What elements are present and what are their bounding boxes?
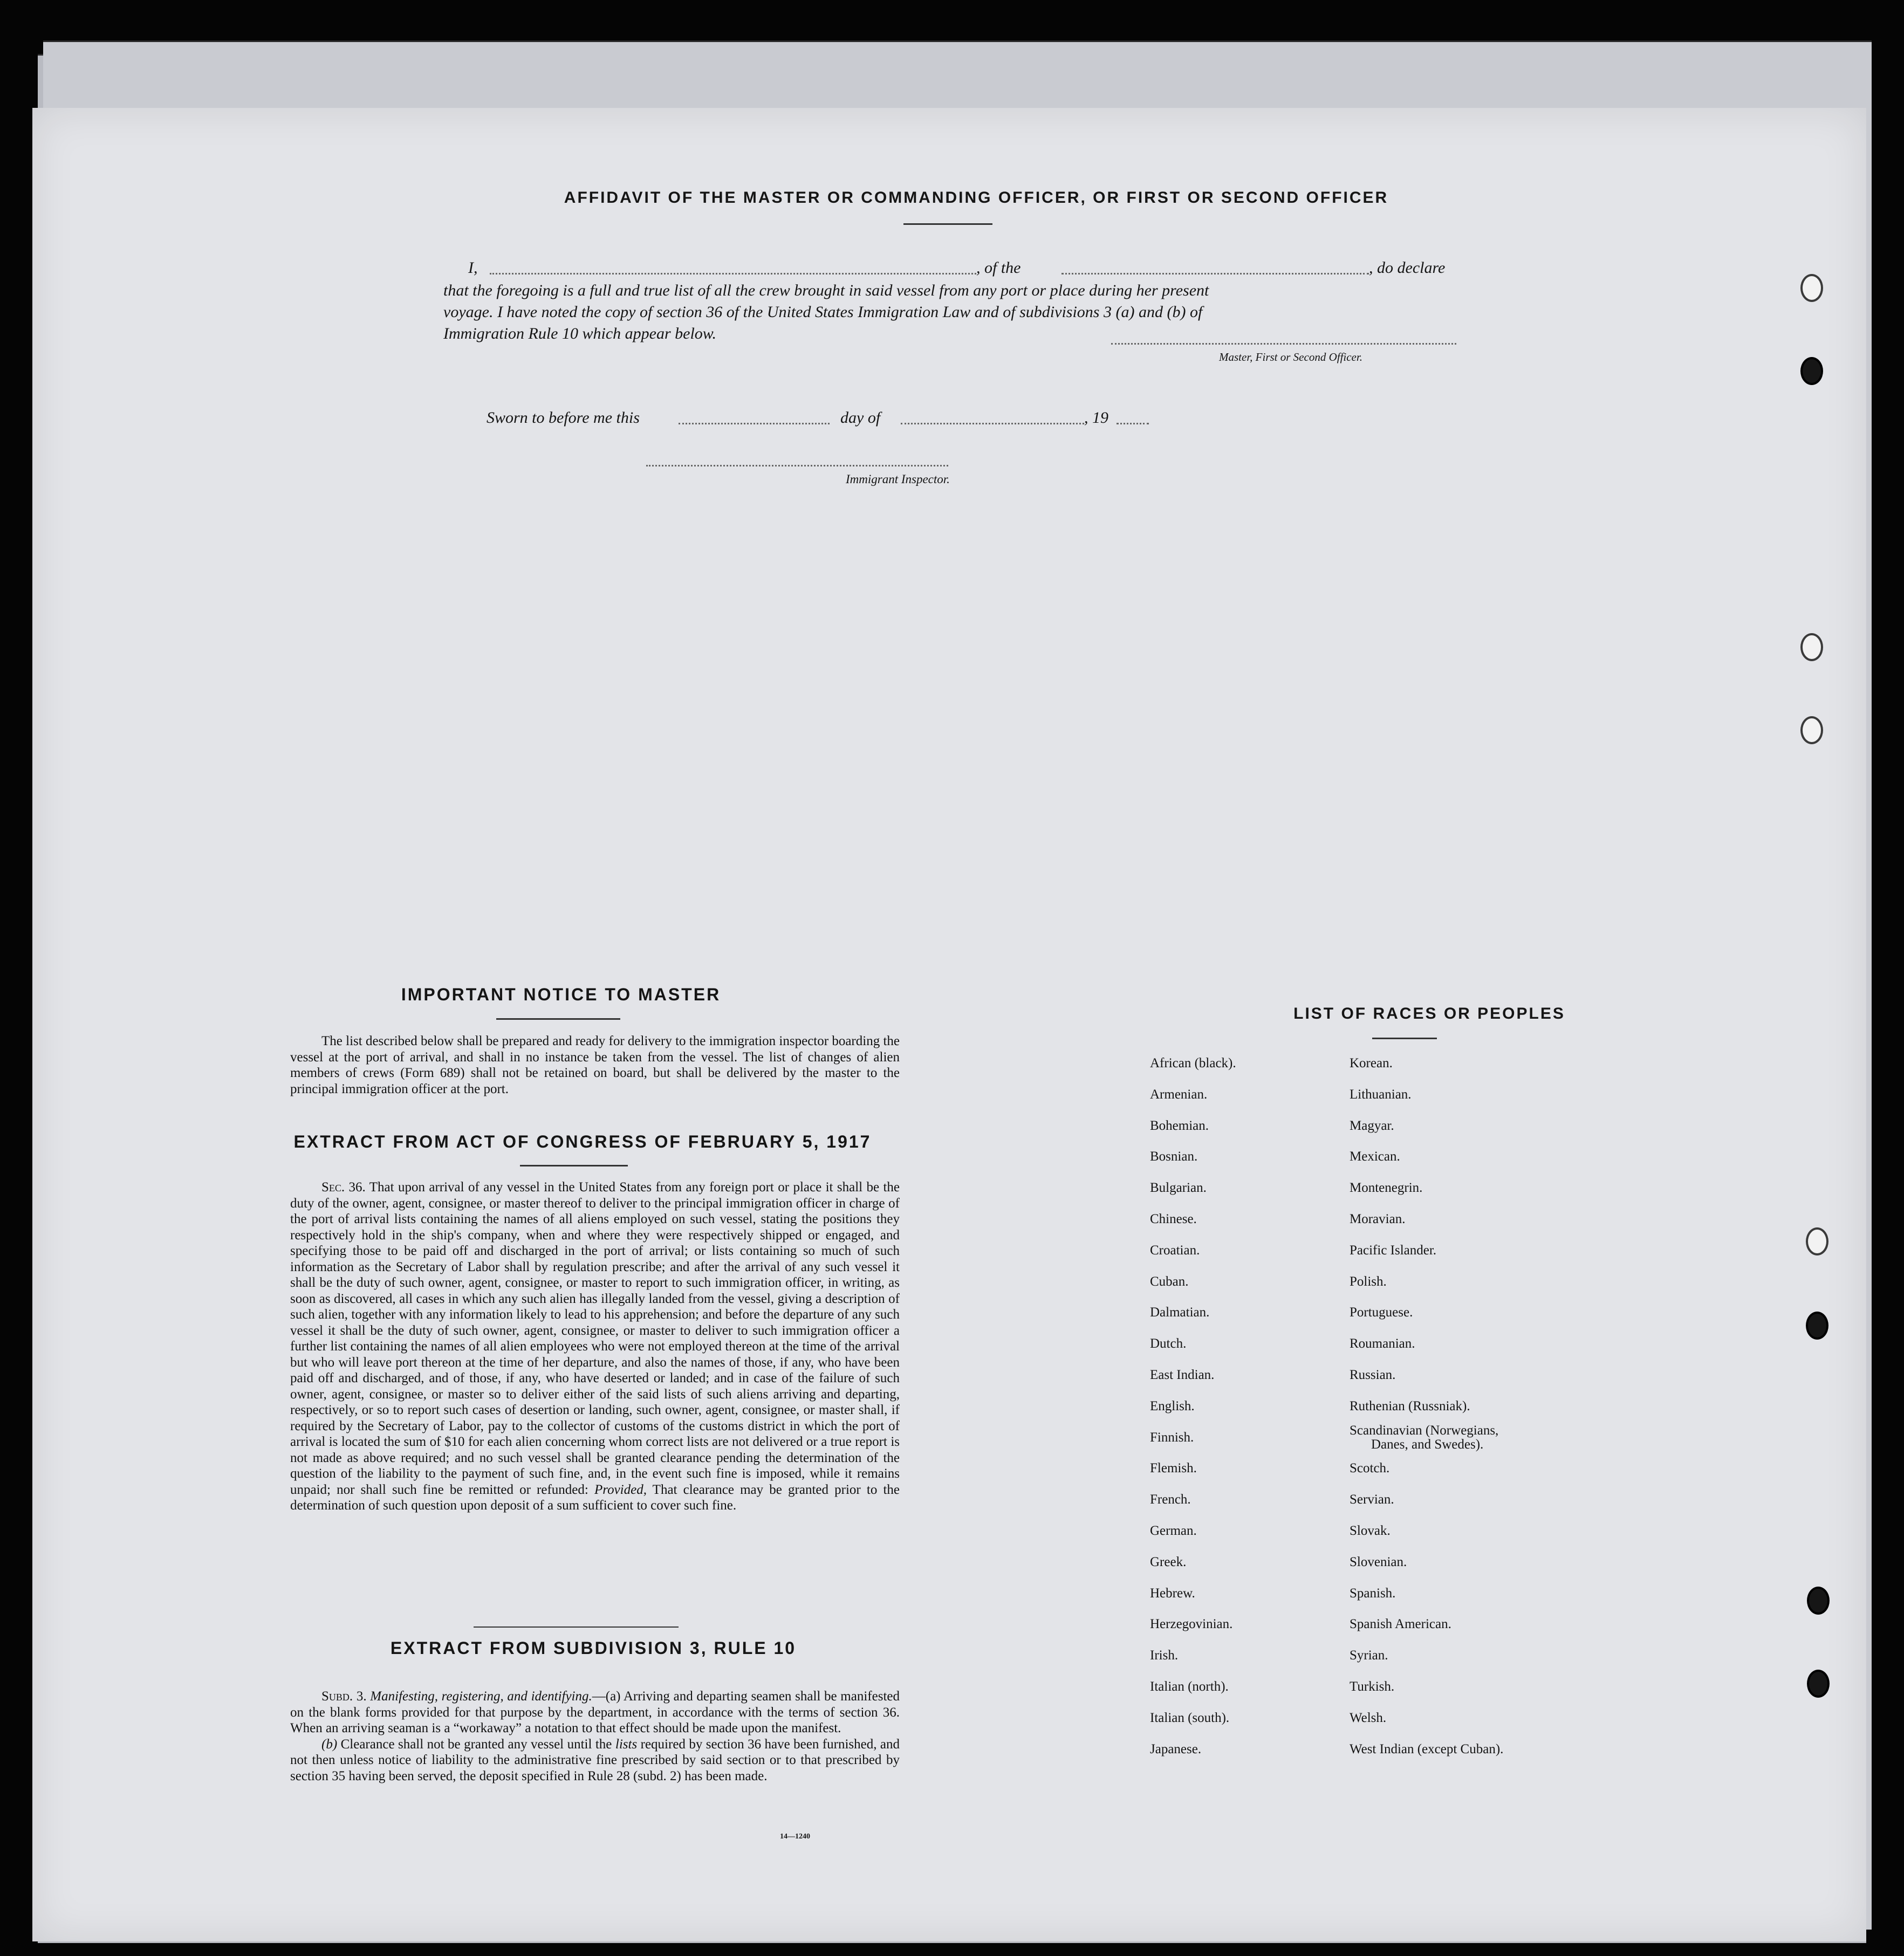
- act-section-36: Sec. 36. That upon arrival of any vessel in the United States from any foreign port or place it shall be the duty of the owner, agent, consignee, or master thereof to deliver to the principal immigration officer in charge of the port of arrival lists containing the names of all aliens employed on such vessel, stating the positions they respectively hold in the ship's company, when and where they were respectively shipped or engaged, and specifying those to be paid off and discharged in the port of arrival; or lists containing so much of such information as the Secretary of Labor shall by regulation prescribe; and after the arrival of any such vessel it shall be the duty of such owner, agent, consignee, or master to report to such immigration officer, in writing, as soon as discovered, all cases in which any such alien has illegally landed from the vessel, giving a description of such alien, together with any information likely to lead to his apprehension; and before the departure of any such vessel it shall be the duty of such owner, agent, consignee, or master to deliver to such immigration officer a further list containing the names of all alien employees who were not employed thereon at the time of the arrival but who will leave port thereon at the time of her departure, and also the names of those, if any, who have been paid off and discharged, and of those, if any, who have deserted or landed; and in case of the failure of such owner, agent, consignee, or master so to deliver either of the said lists of such aliens arriving and departing, respectively, or so to report such cases of desertion or landing, such owner, agent, consignee, or master shall, if required by the Secretary of Labor, pay to the collector of customs of the customs district in which the port of arrival is located the sum of $10 for each alien concerning whom correct lists are not delivered or a true report is not made as above required; and no such vessel shall be granted clearance pending the determination of the question of the liability to the payment of such fine, and, in the event such fine is imposed, while it remains unpaid; nor shall such fine be remitted or refunded: Provided, That clearance may be granted prior to the determination of such question upon deposit of a sum sufficient to cover such fine.: [290, 1180, 900, 1513]
- divider: [520, 1165, 628, 1166]
- divider: [903, 223, 992, 225]
- affidavit-line: that the foregoing is a full and true list of all the crew brought in said vessel from any port or place during her present: [443, 282, 1209, 299]
- race-item: Roumanian.: [1350, 1336, 1415, 1351]
- race-item-continuation: Danes, and Swedes).: [1371, 1437, 1484, 1452]
- race-item: Bohemian.: [1150, 1118, 1209, 1133]
- punch-hole: [1807, 1587, 1830, 1615]
- vessel-blank[interactable]: [1061, 273, 1369, 274]
- race-item: Pacific Islander.: [1350, 1243, 1437, 1258]
- race-item: Scotch.: [1350, 1461, 1390, 1476]
- master-signature-label: Master, First or Second Officer.: [1219, 351, 1362, 363]
- punch-hole: [1807, 1670, 1830, 1698]
- race-item: Korean.: [1350, 1056, 1393, 1070]
- race-item: Flemish.: [1150, 1461, 1197, 1476]
- race-item: Italian (south).: [1150, 1710, 1230, 1725]
- name-blank[interactable]: [490, 273, 976, 274]
- day-of-label: day of: [840, 409, 881, 427]
- inspector-label: Immigrant Inspector.: [846, 472, 950, 486]
- affidavit-line: Immigration Rule 10 which appear below.: [443, 325, 717, 342]
- race-item: Italian (north).: [1150, 1679, 1229, 1694]
- race-item: Spanish American.: [1350, 1617, 1451, 1632]
- year-blank[interactable]: [1117, 423, 1149, 424]
- race-item: Hebrew.: [1150, 1586, 1195, 1601]
- race-item: Montenegrin.: [1350, 1181, 1423, 1196]
- month-blank[interactable]: [901, 423, 1084, 424]
- race-item: Slovak.: [1350, 1523, 1391, 1538]
- punch-hole: [1800, 633, 1823, 661]
- affidavit-of-the: , of the: [976, 259, 1021, 277]
- race-item: Japanese.: [1150, 1741, 1202, 1756]
- divider: [496, 1018, 620, 1020]
- race-item: Welsh.: [1350, 1710, 1387, 1725]
- year-prefix: , 19: [1084, 409, 1108, 427]
- inspector-signature-line[interactable]: [646, 465, 948, 466]
- races-right-column: [1350, 1048, 1503, 1765]
- race-item: Dutch.: [1150, 1336, 1187, 1351]
- affidavit-line: voyage. I have noted the copy of section 36 of the United States Immigration Law and of subdivisions 3 (a) and (b) of: [443, 303, 1203, 321]
- notice-body: The list described below shall be prepared and ready for delivery to the immigration inspector boarding the vessel at the port of arrival, and shall in no instance be taken from the vessel. The list of changes of alien members of crews (Form 689) shall not be retained on board, but shall be delivered by the master to the principal immigration officer at the port.: [290, 1034, 900, 1096]
- race-item: West Indian (except Cuban).: [1350, 1741, 1504, 1756]
- race-item: Croatian.: [1150, 1243, 1200, 1258]
- race-item: Mexican.: [1350, 1149, 1400, 1164]
- document-page: [32, 108, 1866, 1941]
- divider: [474, 1626, 679, 1628]
- rule-subdivision-3: Subd. 3. Manifesting, registering, and identifying.—(a) Arriving and departing seamen shall be manifested on the blank forms provided for that purpose by the department, in accordance with the terms of section 36. When an arriving seaman is a “workaway” a notation to that effect should be made upon the manifest. (b) Clearance shall not be granted any vessel until the lists required by section 36 have been furnished, and not then unless notice of liability to the administrative fine prescribed by said section or to that prescribed by section 35 having been served, the deposit specified in Rule 28 (subd. 2) has been made.: [290, 1689, 900, 1783]
- race-item: Bosnian.: [1150, 1149, 1198, 1164]
- races-left-column: [1150, 1048, 1236, 1765]
- punch-hole: [1800, 357, 1823, 385]
- race-item: Spanish.: [1350, 1586, 1396, 1601]
- affidavit-title: AFFIDAVIT OF THE MASTER OR COMMANDING OFFICER, OR FIRST OR SECOND OFFICER: [564, 189, 1389, 207]
- race-item: Finnish.: [1150, 1430, 1194, 1445]
- race-item: Cuban.: [1150, 1274, 1189, 1289]
- punch-hole: [1800, 716, 1823, 744]
- rule-title: EXTRACT FROM SUBDIVISION 3, RULE 10: [390, 1638, 797, 1658]
- race-item: Servian.: [1350, 1492, 1394, 1507]
- form-number: 14—1240: [780, 1833, 810, 1841]
- races-title: LIST OF RACES OR PEOPLES: [1293, 1005, 1565, 1022]
- master-signature-line[interactable]: [1111, 343, 1456, 345]
- punch-hole: [1806, 1227, 1828, 1255]
- affidavit-do-declare: , do declare: [1369, 259, 1446, 277]
- race-item: Russian.: [1350, 1367, 1396, 1382]
- sworn-label: Sworn to before me this: [487, 409, 640, 427]
- race-item: Syrian.: [1350, 1648, 1388, 1663]
- race-item: English.: [1150, 1398, 1195, 1413]
- race-item: Portuguese.: [1350, 1305, 1413, 1320]
- race-item: Irish.: [1150, 1648, 1179, 1663]
- race-item: Greek.: [1150, 1554, 1187, 1569]
- race-item: Chinese.: [1150, 1211, 1197, 1226]
- affidavit-i-label: I,: [468, 259, 478, 277]
- race-item: Moravian.: [1350, 1211, 1406, 1226]
- punch-hole: [1800, 274, 1823, 302]
- race-item: French.: [1150, 1492, 1191, 1507]
- race-item: Herzegovinian.: [1150, 1617, 1233, 1632]
- divider: [1372, 1038, 1437, 1039]
- act-title: EXTRACT FROM ACT OF CONGRESS OF FEBRUARY 5, 1917: [293, 1132, 872, 1151]
- race-item: Polish.: [1350, 1274, 1387, 1289]
- notice-title: IMPORTANT NOTICE TO MASTER: [401, 985, 721, 1004]
- punch-hole: [1806, 1312, 1828, 1340]
- day-blank[interactable]: [679, 423, 830, 424]
- race-item: Scandinavian (Norwegians, Danes, and Swedes).: [1350, 1422, 1503, 1453]
- race-item: African (black).: [1150, 1056, 1236, 1070]
- race-item: German.: [1150, 1523, 1197, 1538]
- race-item: East Indian.: [1150, 1367, 1215, 1382]
- race-item: Armenian.: [1150, 1087, 1208, 1102]
- race-item: Lithuanian.: [1350, 1087, 1412, 1102]
- race-item: Ruthenian (Russniak).: [1350, 1398, 1470, 1413]
- race-item: Slovenian.: [1350, 1554, 1407, 1569]
- race-item: Dalmatian.: [1150, 1305, 1210, 1320]
- sec-label: Sec. 36.: [321, 1180, 366, 1195]
- race-item: Turkish.: [1350, 1679, 1395, 1694]
- race-item: Magyar.: [1350, 1118, 1394, 1133]
- race-item: Bulgarian.: [1150, 1181, 1207, 1196]
